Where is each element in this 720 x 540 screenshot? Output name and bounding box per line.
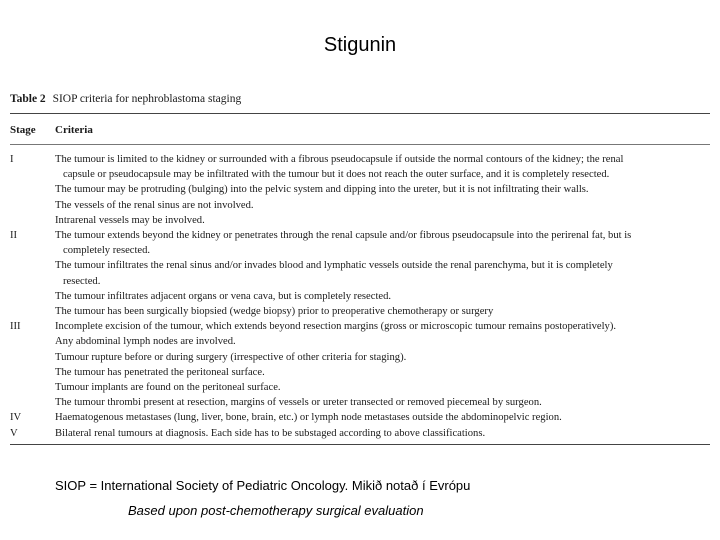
table-row (10, 167, 710, 182)
table-row (10, 365, 710, 380)
row-criteria: Tumour rupture before or during surgery (irrespective of other criteria for staging). (55, 351, 407, 363)
table-bottom-rule (10, 444, 710, 445)
table-caption (10, 92, 710, 108)
table-row (10, 152, 710, 167)
table-row (10, 334, 710, 349)
row-criteria: The tumour has been surgically biopsied (wedge biopsy) prior to preoperative chemotherapy or surgery (55, 306, 494, 318)
table-row (10, 243, 710, 258)
table-row (10, 289, 710, 304)
table-row (10, 182, 710, 197)
row-stage (10, 182, 55, 197)
row-stage (10, 258, 55, 273)
table-row (10, 410, 710, 425)
table-label: Table 2 (10, 93, 46, 105)
footnote-evaluation: Based upon post-chemotherapy surgical evaluation (128, 503, 424, 518)
header-stage: Stage (10, 124, 36, 136)
row-criteria: capsule or pseudocapsule may be infiltrated with the tumour but it does not reach the outer surface, and it is completely resected. (63, 169, 610, 181)
header-criteria: Criteria (55, 124, 93, 136)
row-criteria: Intrarenal vessels may be involved. (55, 214, 205, 226)
row-criteria: The tumour infiltrates adjacent organs or vena cava, but is completely resected. (55, 290, 392, 302)
row-stage: II (10, 230, 18, 242)
row-stage (10, 365, 55, 380)
row-criteria: Incomplete excision of the tumour, which extends beyond resection margins (gross or microscopic tumour remains postoperatively). (55, 321, 617, 333)
row-stage (10, 289, 55, 304)
row-stage: V (10, 427, 18, 439)
table-row (10, 319, 710, 334)
row-stage: I (10, 154, 14, 165)
page-title: Stigunin (323, 34, 397, 56)
row-criteria: The tumour extends beyond the kidney or penetrates through the renal capsule and/or fibrous pseudocapsule into the perirenal fat, but is (55, 230, 632, 242)
row-stage (10, 167, 55, 182)
table-row (10, 213, 710, 228)
table-header-row (10, 120, 710, 140)
row-stage (10, 304, 55, 319)
row-criteria: Haematogenous metastases (lung, liver, bone, brain, etc.) or lymph node metastases outside the abdominopelvic region. (55, 412, 562, 424)
table-row (10, 258, 710, 273)
row-stage (10, 198, 55, 213)
row-criteria: Any abdominal lymph nodes are involved. (55, 336, 236, 348)
row-criteria: The vessels of the renal sinus are not involved. (55, 199, 254, 211)
table-header-rule (10, 144, 710, 145)
table-row (10, 395, 710, 410)
table-row (10, 274, 710, 289)
row-criteria: The tumour thrombi present at resection, margins of vessels or ureter transected or removed piecemeal by surgeon. (55, 397, 542, 409)
row-stage (10, 395, 55, 410)
table-body (10, 149, 710, 441)
row-criteria: Bilateral renal tumours at diagnosis. Each side has to be substaged according to above classifications. (55, 427, 486, 439)
table-row (10, 304, 710, 319)
row-stage (10, 213, 55, 228)
row-criteria: The tumour may be protruding (bulging) into the pelvic system and dipping into the ureter, but it is not infiltrating their walls. (55, 184, 589, 196)
row-stage: IV (10, 412, 22, 424)
table-caption-text: SIOP criteria for nephroblastoma staging (52, 93, 242, 105)
row-stage (10, 334, 55, 349)
staging-table (10, 92, 710, 445)
row-criteria: The tumour has penetrated the peritoneal surface. (55, 366, 265, 378)
table-row (10, 426, 710, 441)
table-row (10, 380, 710, 395)
table-row (10, 228, 710, 243)
table-row (10, 350, 710, 365)
table-top-rule (10, 113, 710, 114)
row-stage (10, 380, 55, 395)
footnote-siop: SIOP = International Society of Pediatric Oncology. Mikið notað í Evrópu (55, 478, 471, 493)
row-stage (10, 243, 55, 258)
row-criteria: completely resected. (63, 245, 151, 257)
row-stage: III (10, 321, 21, 333)
row-stage (10, 274, 55, 289)
row-criteria: The tumour infiltrates the renal sinus and/or invades blood and lymphatic vessels outside the renal parenchyma, but it is completely (55, 260, 613, 272)
row-criteria: Tumour implants are found on the peritoneal surface. (55, 382, 281, 394)
row-criteria: The tumour is limited to the kidney or surrounded with a fibrous pseudocapsule if outside the normal contours of the kidney; the renal (55, 154, 624, 165)
row-stage (10, 350, 55, 365)
table-row (10, 198, 710, 213)
row-criteria: resected. (63, 275, 101, 287)
